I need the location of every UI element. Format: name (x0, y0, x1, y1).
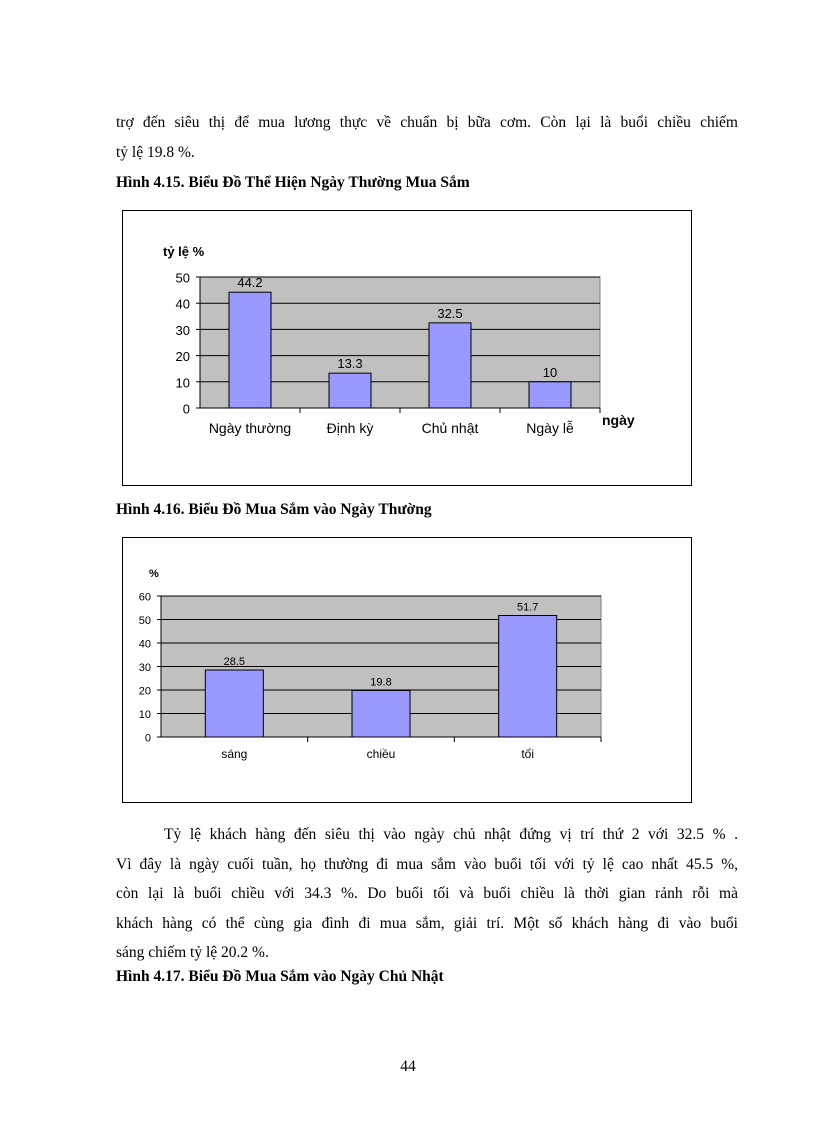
paragraph-sunday (116, 820, 738, 968)
y-tick-label: 10 (138, 709, 151, 721)
figure-caption-4-16: Hình 4.16. Biểu Đồ Mua Sắm vào Ngày Thường (116, 501, 432, 518)
x-tick-label: Định kỳ (326, 420, 374, 436)
paragraph-line: trợ đến siêu thị để mua lương thực về chuẩn bị bữa cơm. Còn lại là buổi chiều chiếm (116, 114, 738, 131)
paragraph-line: khách hàng có thể cùng gia đình đi mua sắm, giải trí. Một số khách hàng đi vào buổi (116, 914, 738, 932)
paragraph-line: Vì đây là ngày cuối tuần, họ thường đi mua sắm vào buổi tối với tỷ lệ cao nhất 45.5 %, (116, 855, 738, 873)
data-label: 28.5 (223, 656, 246, 669)
y-tick-label: 60 (138, 591, 151, 604)
y-tick-label: 20 (175, 349, 190, 365)
figure-caption-4-15: Hình 4.15. Biểu Đồ Thể Hiện Ngày Thường Mua Sắm (116, 174, 470, 191)
data-label: 10 (542, 364, 558, 380)
paragraph-line: còn lại là buổi chiều với 34.3 %. Do buổi tối và buổi chiều là thời gian rảnh rỗi mà (116, 885, 738, 902)
figure-caption-4-17: Hình 4.17. Biểu Đồ Mua Sắm vào Ngày Chủ Nhật (116, 968, 444, 985)
paragraph-line: sáng chiếm tỷ lệ 20.2 %. (116, 944, 269, 961)
paragraph-line: Tỷ lệ khách hàng đến siêu thị vào ngày chủ nhật đứng vị trí thứ 2 với 32.5 % . (164, 826, 738, 843)
y-tick-label: 30 (175, 322, 190, 338)
y-tick-label: 50 (175, 270, 190, 286)
bar (329, 373, 371, 408)
data-label: 19.8 (370, 676, 392, 689)
data-label: 13.3 (337, 356, 363, 372)
y-tick-label: 10 (175, 375, 190, 391)
data-label: 51.7 (516, 601, 539, 614)
chart-frame-4-16 (122, 537, 692, 803)
y-tick-label: 20 (138, 685, 151, 698)
paragraph-intro (116, 108, 738, 167)
x-tick-label: chiều (366, 747, 396, 761)
x-tick-label: Ngày thường (208, 420, 292, 436)
bar (429, 323, 471, 408)
y-tick-label: 0 (182, 401, 190, 417)
x-tick-label: Ngày lễ (526, 420, 574, 436)
data-label: 32.5 (437, 305, 463, 321)
page-number: 44 (400, 1058, 416, 1075)
y-axis-label: tỷ lệ % (163, 244, 205, 259)
bar (229, 292, 271, 408)
y-tick-label: 30 (138, 662, 151, 674)
chart-frame-4-15 (122, 210, 692, 486)
paragraph-line: tỷ lệ 19.8 %. (116, 143, 195, 161)
x-axis-label: ngày (602, 412, 635, 428)
data-label: 44.2 (237, 275, 263, 291)
bar (499, 616, 557, 737)
bar (529, 382, 571, 408)
bar (205, 670, 263, 737)
y-tick-label: 40 (138, 638, 151, 651)
y-tick-label: 50 (138, 615, 151, 627)
x-tick-label: Chủ nhật (421, 420, 479, 436)
y-tick-label: 40 (175, 296, 190, 312)
y-axis-label: % (149, 568, 159, 580)
x-tick-label: tối (521, 747, 535, 761)
bar-chart-day-type (123, 211, 691, 485)
y-tick-label: 0 (144, 732, 151, 745)
x-tick-label: sáng (221, 747, 248, 761)
bar-chart-weekday-time (123, 538, 691, 802)
bar (352, 690, 410, 737)
